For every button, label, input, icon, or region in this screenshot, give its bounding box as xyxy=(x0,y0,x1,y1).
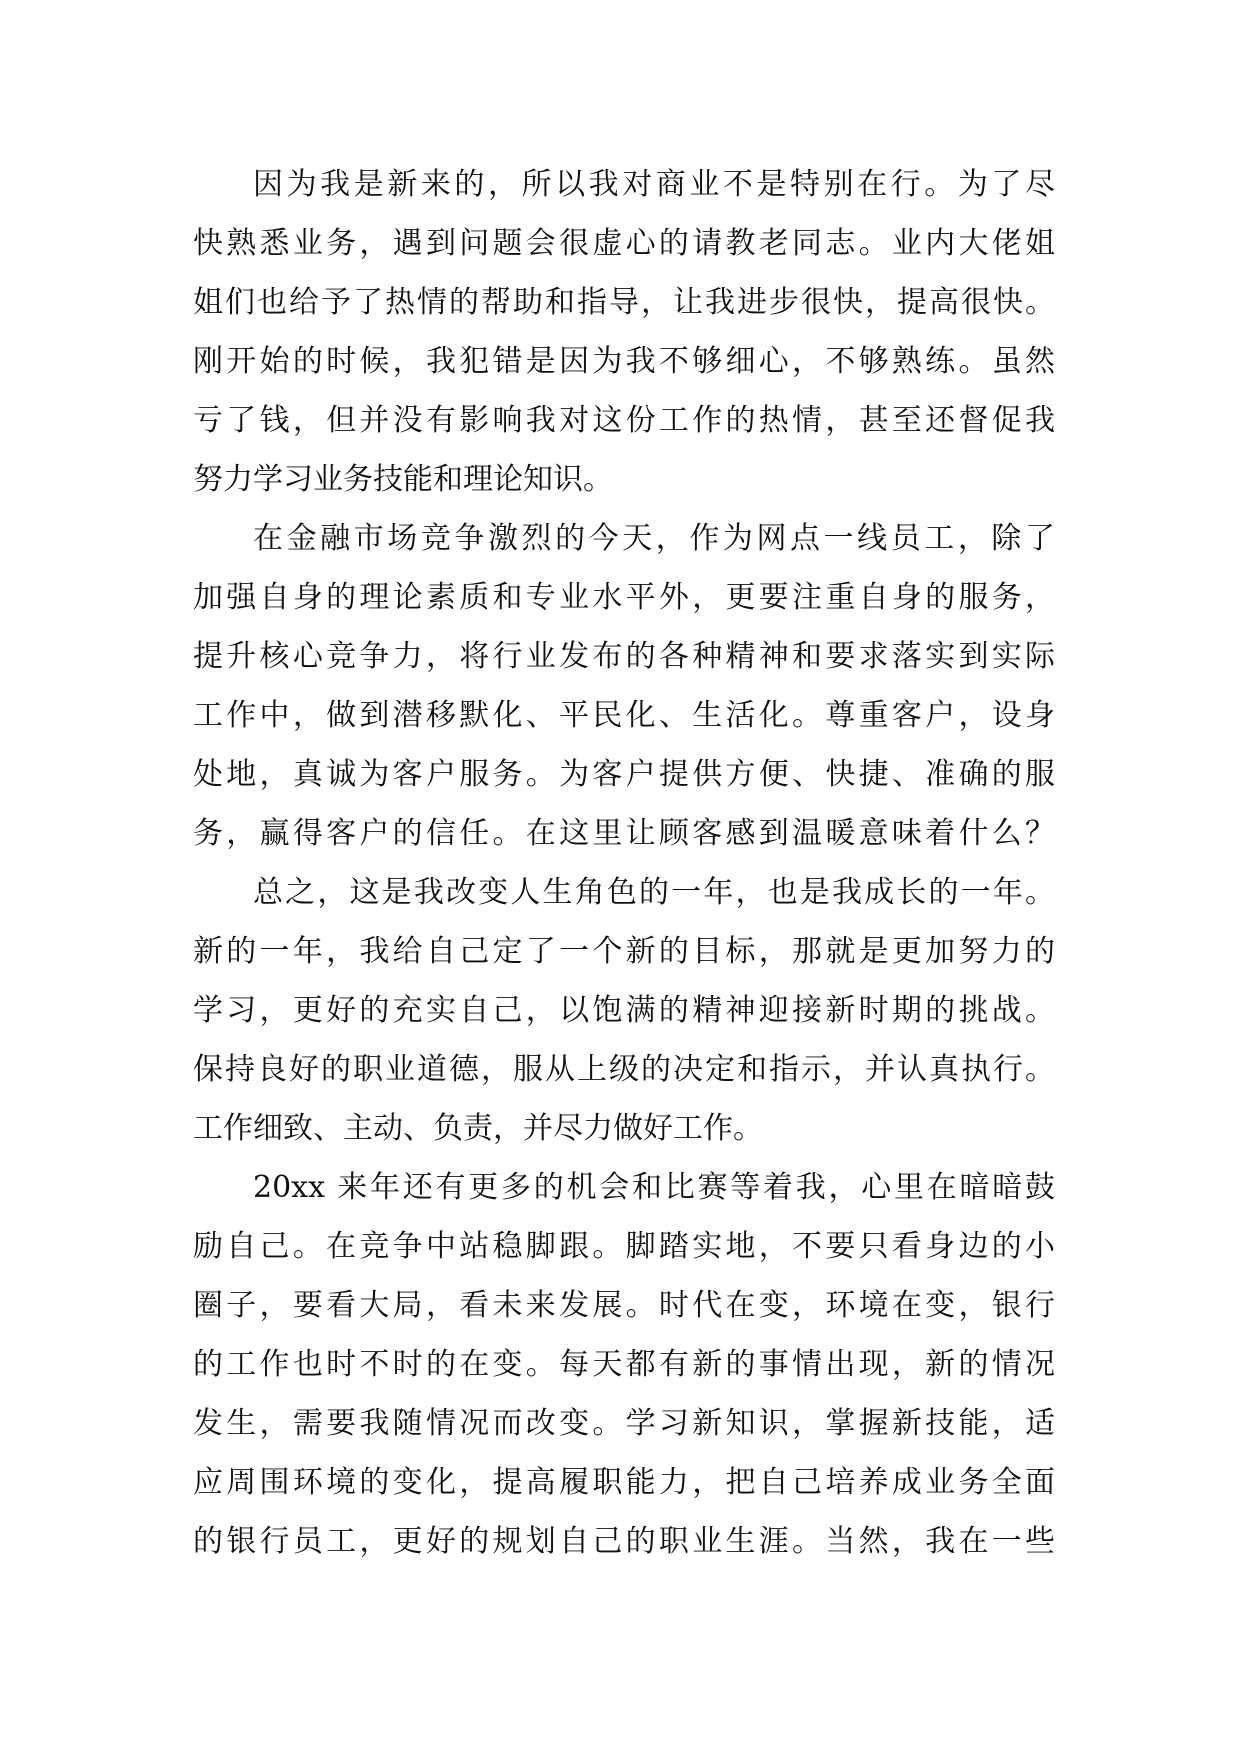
paragraph-line: 圈子，要看大局，看未来发展。时代在变，环境在变，银行 xyxy=(193,1288,1055,1323)
paragraph-line: 20xx 来年还有更多的机会和比赛等着我，心里在暗暗鼓 xyxy=(253,1170,1055,1205)
document-body xyxy=(193,155,1055,1571)
paragraph-line: 的银行员工，更好的规划自己的职业生涯。当然，我在一些 xyxy=(193,1524,1055,1559)
paragraph-line: 处地，真诚为客户服务。为客户提供方便、快捷、准确的服 xyxy=(193,757,1055,792)
paragraph-line: 励自己。在竞争中站稳脚跟。脚踏实地，不要只看身边的小 xyxy=(193,1229,1055,1264)
paragraph-line: 加强自身的理论素质和专业水平外，更要注重自身的服务， xyxy=(193,580,1055,615)
paragraph-line: 努力学习业务技能和理论知识。 xyxy=(193,462,613,497)
paragraph-line: 新的一年，我给自己定了一个新的目标，那就是更加努力的 xyxy=(193,934,1055,969)
paragraph-line: 工作细致、主动、负责，并尽力做好工作。 xyxy=(193,1111,763,1146)
paragraph-line: 保持良好的职业道德，服从上级的决定和指示，并认真执行。 xyxy=(193,1052,1055,1087)
paragraph-line: 提升核心竞争力，将行业发布的各种精神和要求落实到实际 xyxy=(193,639,1055,674)
paragraph-1 xyxy=(193,155,1055,509)
paragraph-line: 刚开始的时候，我犯错是因为我不够细心，不够熟练。虽然 xyxy=(193,344,1055,379)
paragraph-line: 亏了钱，但并没有影响我对这份工作的热情，甚至还督促我 xyxy=(193,403,1055,438)
paragraph-line: 务，赢得客户的信任。在这里让顾客感到温暖意味着什么？ xyxy=(193,816,1055,851)
paragraph-line: 快熟悉业务，遇到问题会很虚心的请教老同志。业内大佬姐 xyxy=(193,226,1055,261)
paragraph-line: 在金融市场竞争激烈的今天，作为网点一线员工，除了 xyxy=(253,521,1055,556)
paragraph-line: 应周围环境的变化，提高履职能力，把自己培养成业务全面 xyxy=(193,1465,1055,1500)
paragraph-2 xyxy=(193,509,1055,863)
paragraph-line: 的工作也时不时的在变。每天都有新的事情出现，新的情况 xyxy=(193,1347,1055,1382)
paragraph-3 xyxy=(193,863,1055,1158)
paragraph-4 xyxy=(193,1158,1055,1571)
paragraph-line: 因为我是新来的，所以我对商业不是特别在行。为了尽 xyxy=(253,167,1055,202)
paragraph-line: 工作中，做到潜移默化、平民化、生活化。尊重客户，设身 xyxy=(193,698,1055,733)
paragraph-line: 姐们也给予了热情的帮助和指导，让我进步很快，提高很快。 xyxy=(193,285,1055,320)
paragraph-line: 学习，更好的充实自己，以饱满的精神迎接新时期的挑战。 xyxy=(193,993,1055,1028)
paragraph-line: 总之，这是我改变人生角色的一年，也是我成长的一年。 xyxy=(253,875,1055,910)
paragraph-line: 发生，需要我随情况而改变。学习新知识，掌握新技能，适 xyxy=(193,1406,1055,1441)
